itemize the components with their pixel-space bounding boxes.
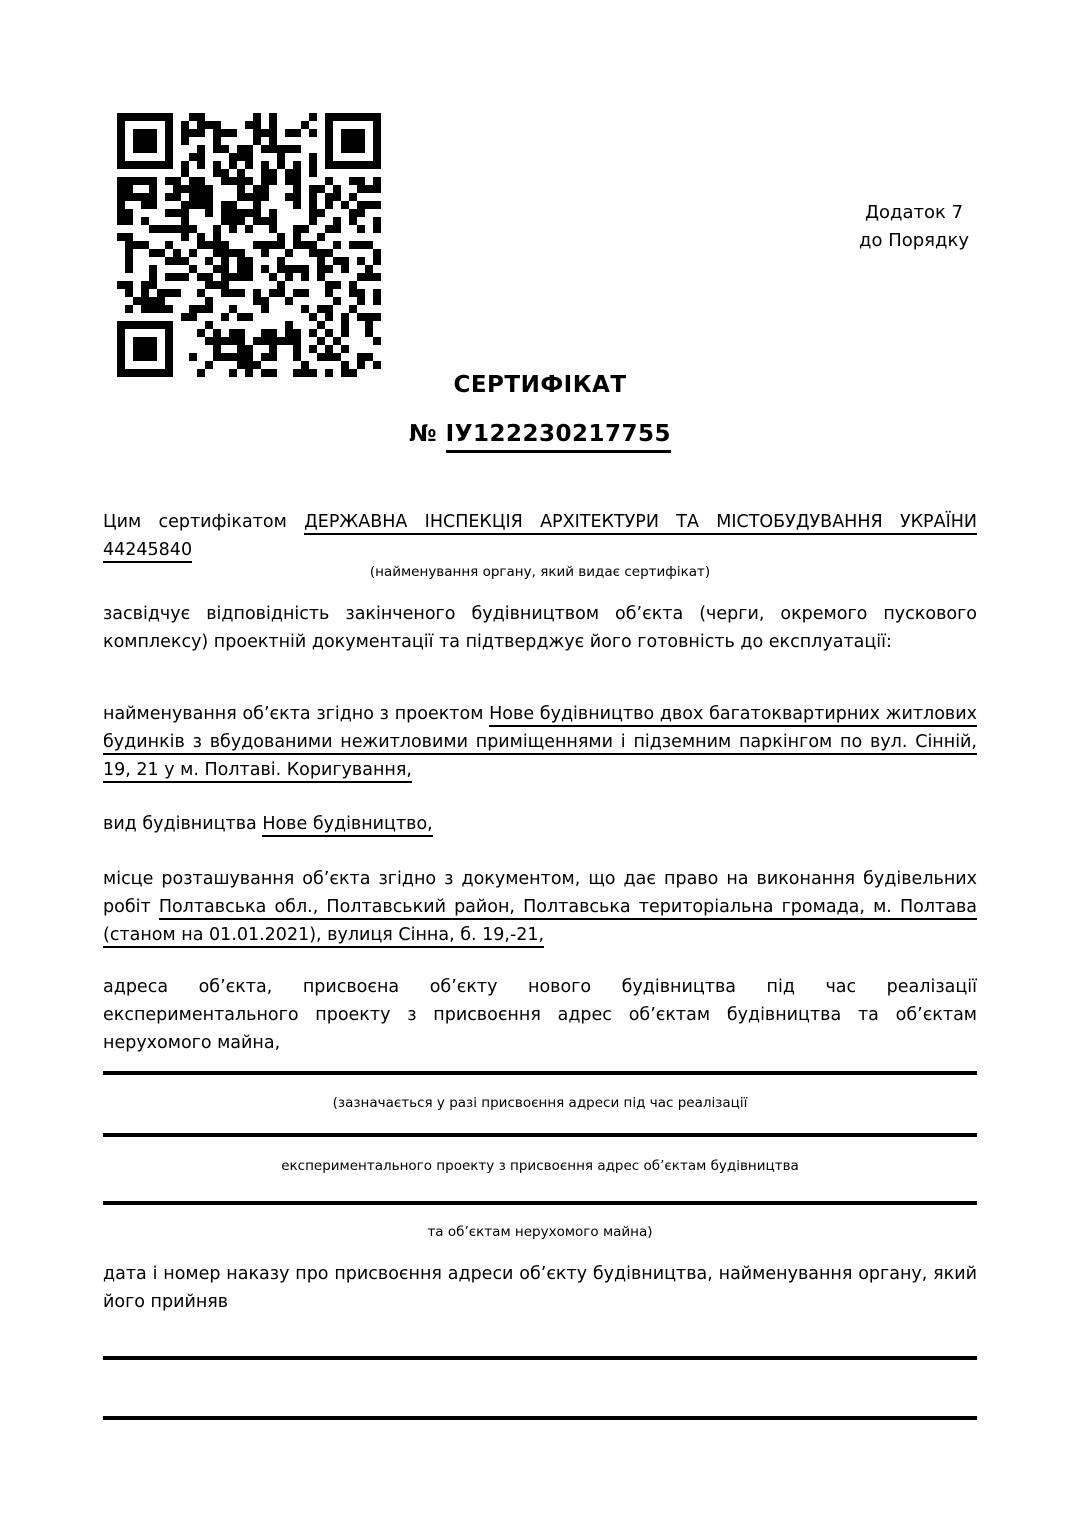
- address-caption-line-1: (зазначається у разі присвоєння адреси під час реалізації: [332, 1095, 748, 1111]
- issuer-name: ДЕРЖАВНА ІНСПЕКЦІЯ АРХІТЕКТУРИ ТА МІСТОБУДУВАННЯ УКРАЇНИ 44245840: [103, 512, 977, 563]
- object-name-paragraph: [103, 700, 977, 784]
- location-prefix: місце розташування об’єкта згідно з документом, що дає право на виконання будівельних робіт: [103, 869, 977, 917]
- construction-type-paragraph: [103, 810, 977, 838]
- certifies-paragraph: засвідчує відповідність закінченого будівництвом об’єкта (черги, окремого пускового комплексу) проектній документації та підтверджує його готовність до експлуатації:: [103, 604, 977, 652]
- certificate-number-prefix: №: [408, 421, 438, 447]
- qr-code: [117, 113, 381, 377]
- blank-answer-line-4: [103, 1356, 977, 1360]
- object-name-prefix: найменування об’єкта згідно з проектом: [103, 704, 484, 724]
- construction-type-prefix: вид будівництва: [103, 814, 257, 834]
- issuer-caption: (найменування органу, який видає сертифікат): [369, 564, 711, 580]
- annex-reference: [814, 199, 1014, 255]
- location-paragraph: [103, 865, 977, 949]
- location-value: Полтавська обл., Полтавський район, Полтавська територіальна громада, м. Полтава (станом на 01.01.2021), вулиця Сінна, б. 19,-21,: [103, 897, 977, 948]
- construction-type-value: Нове будівництво,: [262, 814, 432, 837]
- blank-answer-line-3: [103, 1201, 977, 1205]
- blank-answer-line-2: [103, 1133, 977, 1137]
- address-caption-line-3: та об’єктам нерухомого майна): [427, 1224, 653, 1240]
- annex-line-2: до Порядку: [859, 230, 969, 251]
- address-paragraph: адреса об’єкта, присвоєна об’єкту нового будівництва під час реалізації експериментального проекту з присвоєння адрес об’єктам будівництва та об’єктам нерухомого майна,: [103, 977, 977, 1053]
- issuer-paragraph: [103, 508, 977, 564]
- blank-answer-line-5: [103, 1416, 977, 1420]
- order-info-paragraph: дата і номер наказу про присвоєння адреси об’єкту будівництва, найменування органу, який його прийняв: [103, 1264, 977, 1312]
- blank-answer-line-1: [103, 1071, 977, 1075]
- document-title: СЕРТИФІКАТ: [453, 372, 627, 398]
- certificate-number-value: ІУ122230217755: [446, 421, 671, 453]
- annex-line-1: Додаток 7: [864, 202, 964, 223]
- issuer-prefix: Цим сертифікатом: [103, 512, 287, 532]
- object-name-value: Нове будівництво двох багатоквартирних житлових будинків з вбудованими нежитловими приміщеннями і підземним паркінгом по вул. Сінній, 19, 21 у м. Полтаві. Коригування,: [103, 704, 977, 783]
- certificate-number: [103, 421, 977, 447]
- qr-code-image: [117, 113, 381, 377]
- address-caption-line-2: експериментального проекту з присвоєння адрес об’єктам будівництва: [281, 1158, 799, 1174]
